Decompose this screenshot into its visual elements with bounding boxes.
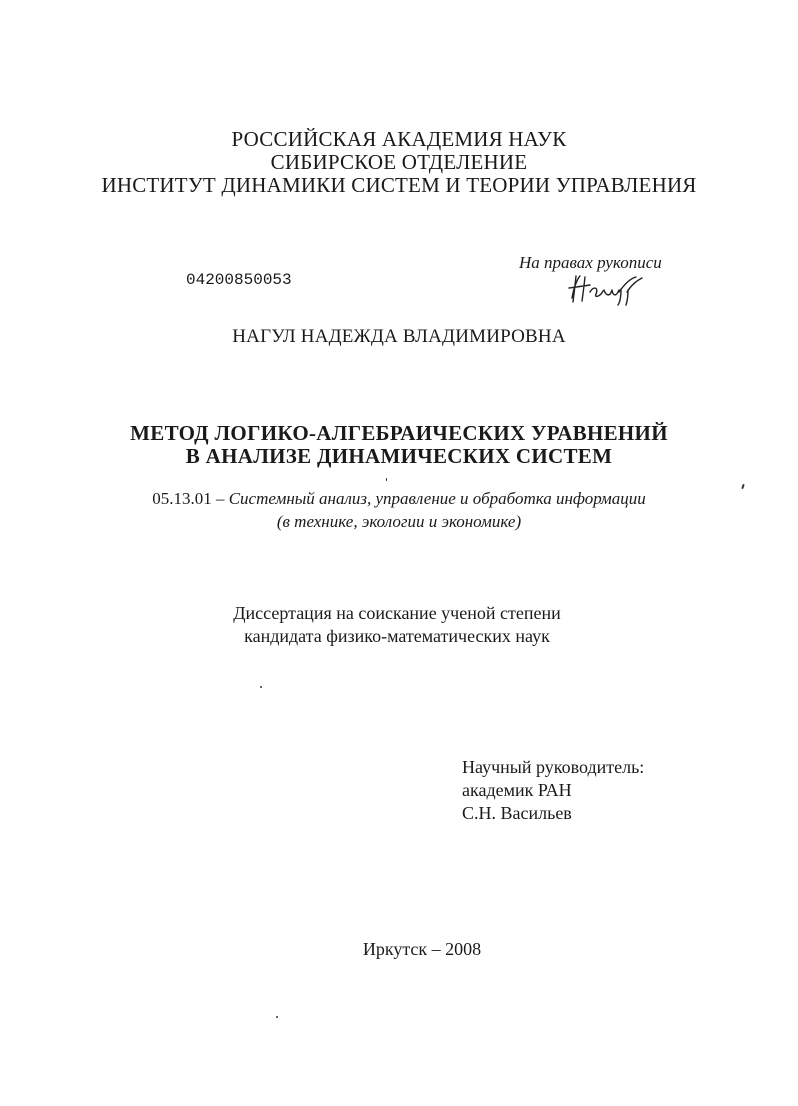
degree-line1: Диссертация на соискание ученой степени: [233, 603, 561, 623]
scan-speck: [276, 1016, 278, 1018]
specialty-fields: (в технике, экологии и экономике): [276, 512, 522, 531]
specialty-dash: –: [215, 489, 225, 508]
supervisor-label: Научный руководитель:: [462, 757, 645, 777]
manuscript-rights: На правах рукописи: [519, 253, 662, 272]
author-name: НАГУЛ НАДЕЖДА ВЛАДИМИРОВНА: [232, 326, 566, 347]
division-name: СИБИРСКОЕ ОТДЕЛЕНИЕ: [270, 150, 528, 174]
institute-name: ИНСТИТУТ ДИНАМИКИ СИСТЕМ И ТЕОРИИ УПРАВЛЕНИЯ: [101, 173, 697, 197]
supervisor-name: С.Н. Васильев: [462, 803, 572, 823]
academy-name: РОССИЙСКАЯ АКАДЕМИЯ НАУК: [231, 127, 567, 151]
specialty-line2: [0, 512, 798, 532]
specialty-code: 05.13.01: [152, 489, 212, 508]
supervisor-rank: академик РАН: [462, 780, 572, 800]
place-year: Иркутск – 2008: [362, 939, 482, 959]
scan-speck: [260, 686, 262, 688]
dissertation-title-line1: МЕТОД ЛОГИКО-АЛГЕБРАИЧЕСКИХ УРАВНЕНИЙ: [130, 421, 668, 445]
degree-line2: кандидата физико-математических наук: [244, 626, 550, 646]
signature: [566, 272, 646, 311]
specialty-line1: [0, 489, 798, 509]
signature-scribble: [566, 272, 646, 306]
scan-speck: [386, 478, 387, 481]
archive-number: 04200850053: [186, 271, 292, 289]
dissertation-title-line2: В АНАЛИЗЕ ДИНАМИЧЕСКИХ СИСТЕМ: [185, 444, 613, 468]
specialty-name: Системный анализ, управление и обработка информации: [228, 489, 646, 508]
